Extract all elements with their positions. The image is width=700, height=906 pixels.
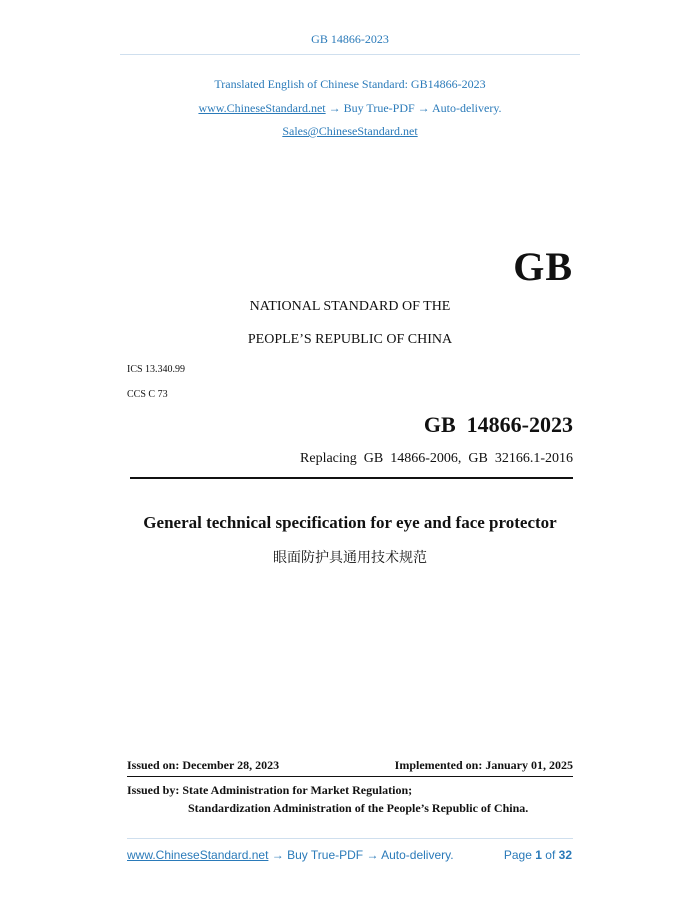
- page-total: 32: [558, 848, 572, 862]
- standard-number: GB 14866-2023: [423, 412, 573, 437]
- promo-email-line: [0, 124, 700, 139]
- title-chinese: 眼面防护具通用技术规范: [273, 550, 427, 566]
- header-doc-id: GB 14866-2023: [311, 32, 389, 46]
- promo-email-link[interactable]: Sales@ChineseStandard.net: [282, 124, 418, 138]
- gb-logo: GB: [513, 244, 573, 289]
- replacing-note: Replacing GB 14866-2006, GB 32166.1-2016: [300, 451, 573, 466]
- promo-link-suffix: → Buy True-PDF → Auto-delivery.: [325, 101, 502, 115]
- footer-website-link[interactable]: www.ChineseStandard.net: [127, 848, 269, 862]
- page-number: 1: [535, 848, 542, 862]
- issued-on: Issued on: December 28, 2023: [127, 758, 280, 772]
- promo-link-line: [0, 101, 700, 116]
- promo-line: Translated English of Chinese Standard: GB14866-2023: [214, 77, 486, 91]
- footer-link-suffix: → Buy True-PDF → Auto-delivery.: [268, 848, 454, 862]
- footer-divider: [127, 838, 573, 839]
- page-indicator: [504, 848, 572, 862]
- issued-by: Issued by: State Administration for Market Regulation;: [127, 783, 413, 797]
- issued-rule: [127, 776, 573, 777]
- footer-link-line: [127, 848, 454, 862]
- header-divider: [120, 54, 580, 55]
- ccs-code: CCS C 73: [127, 389, 168, 400]
- page-label: Page: [503, 848, 532, 862]
- title-rule: [130, 477, 573, 479]
- title-english: General technical specification for eye and face protector: [143, 513, 557, 532]
- ics-code: ICS 13.340.99: [127, 364, 186, 375]
- promo-website-link[interactable]: www.ChineseStandard.net: [198, 101, 326, 115]
- of-label: of: [545, 848, 556, 862]
- issued-by-line-2: Standardization Administration of the People’s Republic of China.: [188, 801, 529, 815]
- national-line-1: NATIONAL STANDARD OF THE: [249, 299, 451, 314]
- implemented-on: Implemented on: January 01, 2025: [394, 758, 573, 772]
- national-line-2: PEOPLE’S REPUBLIC OF CHINA: [247, 332, 453, 347]
